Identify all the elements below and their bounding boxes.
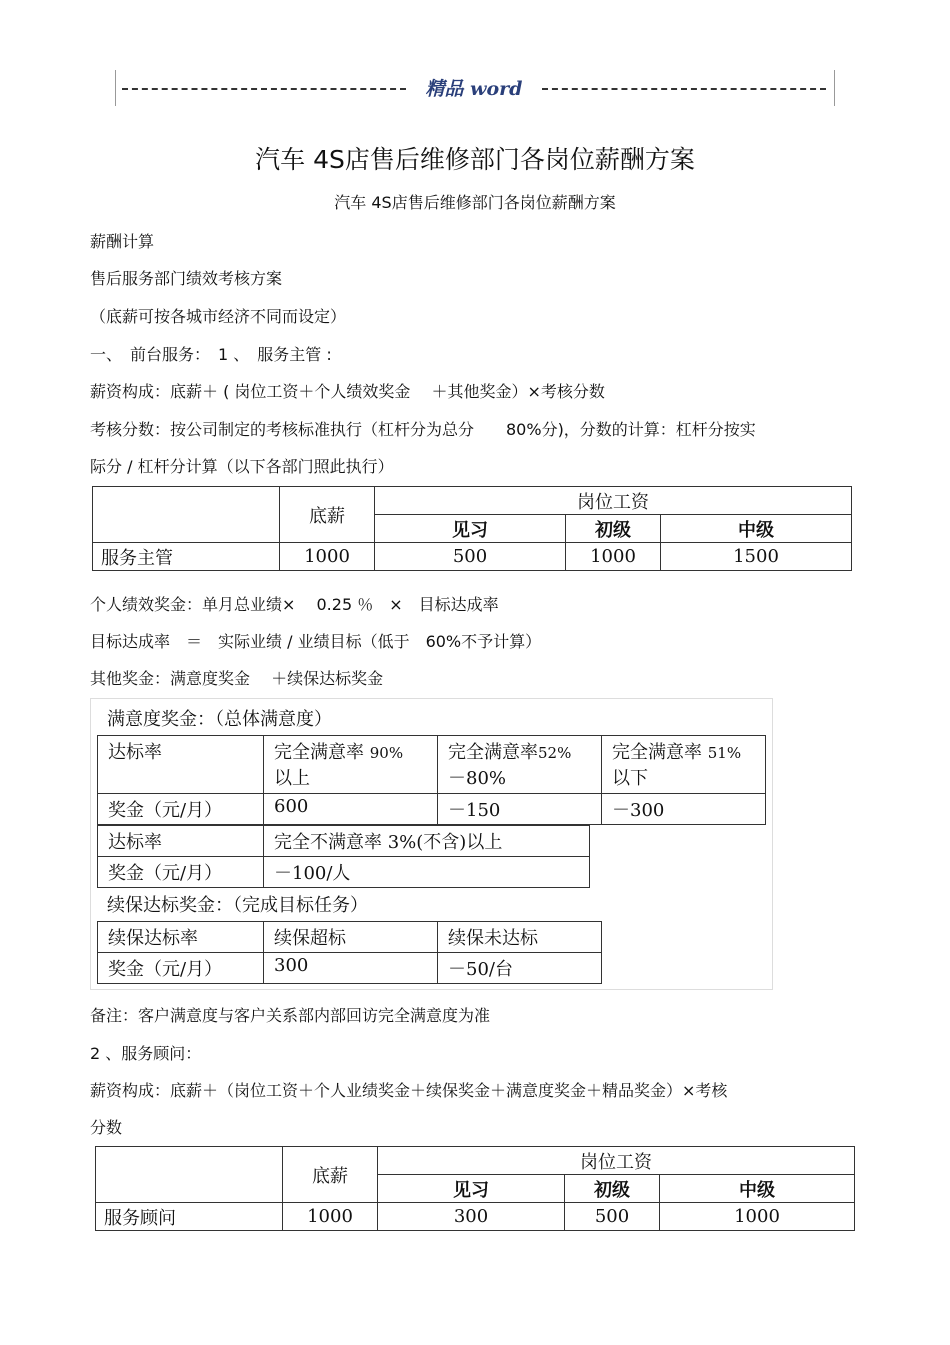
table-corner (93, 487, 280, 543)
cell-value: 续保超标 (264, 922, 438, 953)
header-brand: 精品 word (425, 78, 523, 100)
cell-value: 600 (264, 794, 438, 825)
row-label: 服务主管 (93, 543, 280, 571)
cell-value: －150 (438, 794, 602, 825)
paragraph: 考核分数：按公司制定的考核标准执行（杠杆分为总分 80%分)，分数的计算：杠杆分按实 (90, 420, 756, 439)
paragraph: 备注：客户满意度与客户关系部内部回访完全满意度为准 (90, 1006, 491, 1025)
cell-level: 1000 (660, 1203, 855, 1231)
satisfaction-table (97, 735, 766, 825)
row-label: 续保达标率 (98, 922, 264, 953)
cell-rate: 完全满意率 90% 以上 (264, 736, 438, 794)
renewal-table (97, 921, 602, 984)
header-divider-left (122, 88, 406, 90)
cell-value: 完全不满意率 3%(不含)以上 (264, 826, 590, 857)
salary-table-supervisor (92, 486, 852, 571)
cell-rate: 完全满意率52% －80% (438, 736, 602, 794)
cell-base: 1000 (283, 1203, 378, 1231)
header-level: 中级 (660, 1175, 855, 1203)
paragraph: 薪酬计算 (90, 232, 155, 251)
row-label: 奖金（元/月） (98, 953, 264, 984)
bonus-tables-image (90, 698, 773, 990)
row-label: 达标率 (98, 736, 264, 794)
table-corner (96, 1147, 283, 1203)
header-level: 初级 (566, 515, 661, 543)
header-position-salary: 岗位工资 (378, 1147, 855, 1175)
cell-rate: 完全满意率 51% 以下 (602, 736, 766, 794)
row-label: 服务顾问 (96, 1203, 283, 1231)
satisfaction-caption: 满意度奖金：（总体满意度） (107, 709, 332, 730)
paragraph: （底薪可按各城市经济不同而设定） (90, 307, 347, 326)
header-level: 中级 (661, 515, 852, 543)
header-level: 见习 (375, 515, 566, 543)
cell-base: 1000 (280, 543, 375, 571)
dissatisfaction-table (97, 825, 590, 888)
cell-value: 300 (264, 953, 438, 984)
paragraph: 薪资构成：底薪＋ ( 岗位工资＋个人绩效奖金 ＋其他奖金）×考核分数 (90, 382, 605, 401)
cell-level: 500 (375, 543, 566, 571)
cell-value: 续保未达标 (438, 922, 602, 953)
cell-level: 1000 (566, 543, 661, 571)
row-label: 奖金（元/月） (98, 857, 264, 888)
salary-table-advisor (95, 1146, 855, 1231)
cell-value: －300 (602, 794, 766, 825)
document-subtitle: 汽车 4S店售后维修部门各岗位薪酬方案 (334, 193, 616, 212)
paragraph: 2 、服务顾问： (90, 1044, 202, 1063)
cell-value: －100/人 (264, 857, 590, 888)
paragraph: 其他奖金：满意度奖金 ＋续保达标奖金 (90, 669, 384, 688)
header-level: 初级 (565, 1175, 660, 1203)
row-label: 奖金（元/月） (98, 794, 264, 825)
cell-level: 500 (565, 1203, 660, 1231)
renewal-caption: 续保达标奖金：（完成目标任务） (107, 895, 368, 916)
paragraph: 目标达成率 ＝ 实际业绩 / 业绩目标（低于 60%不予计算） (90, 632, 542, 651)
header-level: 见习 (378, 1175, 565, 1203)
row-label: 达标率 (98, 826, 264, 857)
paragraph: 一、 前台服务： 1 、 服务主管 : (90, 345, 332, 364)
cell-level: 300 (378, 1203, 565, 1231)
header-base-salary: 底薪 (280, 487, 375, 543)
paragraph: 分数 (90, 1118, 123, 1137)
document-title: 汽车 4S店售后维修部门各岗位薪酬方案 (255, 145, 695, 174)
paragraph: 个人绩效奖金：单月总业绩× 0.25 ％ × 目标达成率 (90, 595, 499, 614)
header-divider-right (542, 88, 826, 90)
paragraph: 售后服务部门绩效考核方案 (90, 269, 283, 288)
header-position-salary: 岗位工资 (375, 487, 852, 515)
paragraph: 薪资构成：底薪＋（岗位工资＋个人业绩奖金＋续保奖金＋满意度奖金＋精品奖金）×考核 (90, 1081, 728, 1100)
paragraph: 际分 / 杠杆分计算（以下各部门照此执行） (90, 457, 394, 476)
page-header (115, 70, 835, 106)
cell-value: －50/台 (438, 953, 602, 984)
cell-level: 1500 (661, 543, 852, 571)
header-base-salary: 底薪 (283, 1147, 378, 1203)
